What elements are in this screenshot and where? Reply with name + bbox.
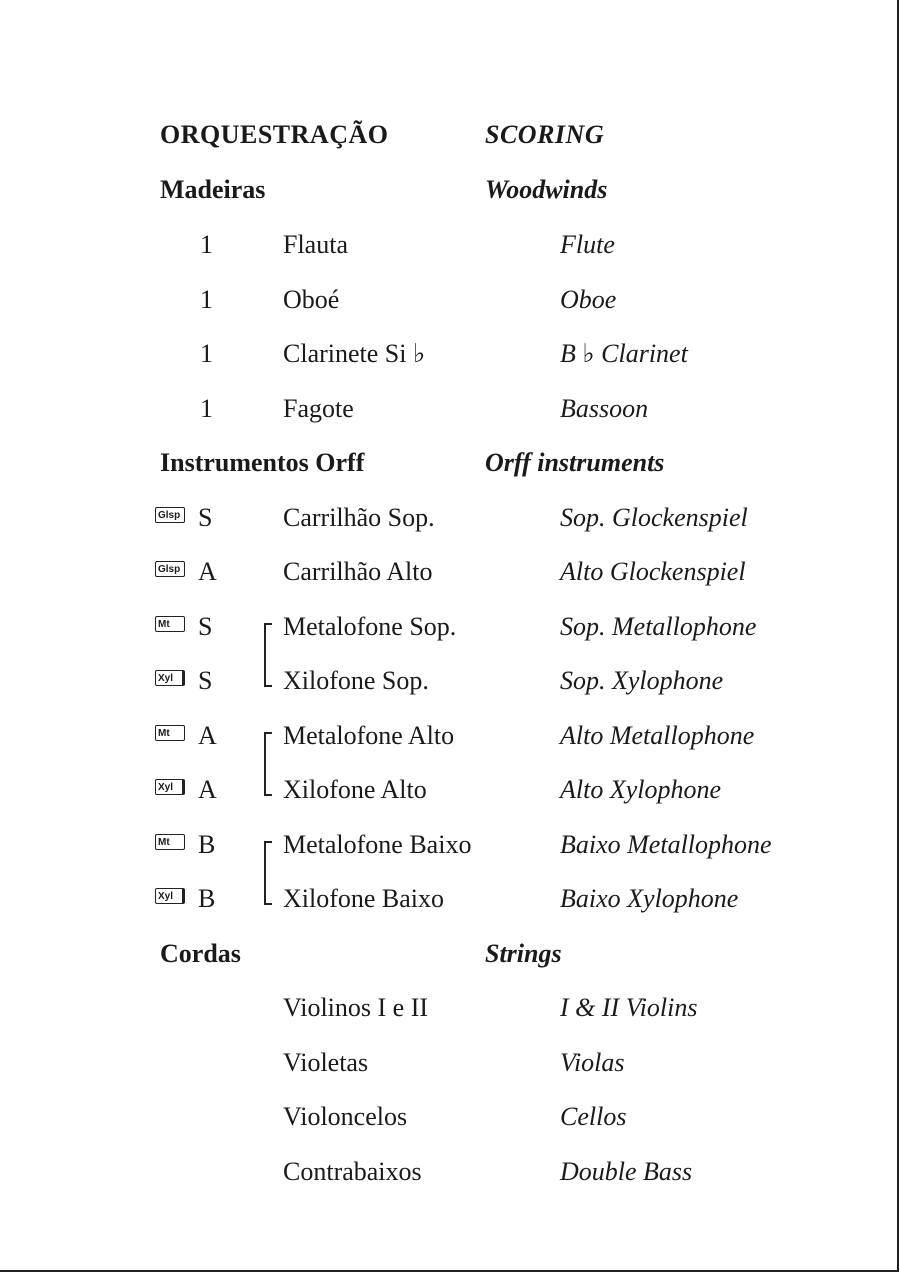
metallophone-icon: Mt bbox=[155, 616, 185, 632]
orff-en: Alto Metallophone bbox=[560, 721, 755, 750]
orff-pt: Carrilhão Sop. bbox=[283, 503, 435, 532]
woodwind-en: Bassoon bbox=[560, 394, 649, 423]
woodwind-pt: Oboé bbox=[283, 285, 340, 314]
string-pt: Violetas bbox=[283, 1048, 369, 1077]
metallophone-icon: Mt bbox=[155, 725, 185, 741]
orff-voice: S bbox=[198, 612, 213, 641]
woodwind-qty: 1 bbox=[200, 394, 213, 423]
section-orff-en: Orff instruments bbox=[485, 448, 665, 477]
woodwind-en: Flute bbox=[560, 230, 615, 259]
orff-pt: Metalofone Alto bbox=[283, 721, 455, 750]
orff-en: Baixo Metallophone bbox=[560, 830, 772, 859]
string-pt: Violinos I e II bbox=[283, 993, 429, 1022]
orff-pt: Metalofone Baixo bbox=[283, 830, 472, 859]
xylophone-icon: Xyl bbox=[155, 779, 185, 795]
group-bracket bbox=[264, 623, 272, 687]
section-strings-en: Strings bbox=[485, 939, 562, 968]
orff-en: Sop. Xylophone bbox=[560, 666, 724, 695]
string-en: Double Bass bbox=[560, 1157, 693, 1186]
woodwind-pt: Clarinete Si ♭ bbox=[283, 339, 426, 368]
section-strings-pt: Cordas bbox=[160, 939, 241, 968]
woodwind-en: B ♭ Clarinet bbox=[560, 339, 688, 368]
title-en: SCORING bbox=[485, 120, 605, 149]
section-orff-pt: Instrumentos Orff bbox=[160, 448, 365, 477]
orff-pt: Xilofone Alto bbox=[283, 775, 427, 804]
woodwind-qty: 1 bbox=[200, 285, 213, 314]
woodwind-qty: 1 bbox=[200, 230, 213, 259]
string-pt: Contrabaixos bbox=[283, 1157, 422, 1186]
glockenspiel-icon: Glsp bbox=[155, 561, 185, 577]
group-bracket bbox=[264, 841, 272, 905]
orff-en: Sop. Glockenspiel bbox=[560, 503, 748, 532]
orff-pt: Carrilhão Alto bbox=[283, 557, 433, 586]
glockenspiel-icon: Glsp bbox=[155, 507, 185, 523]
section-woodwinds-en: Woodwinds bbox=[485, 175, 608, 204]
orff-pt: Metalofone Sop. bbox=[283, 612, 457, 641]
woodwind-qty: 1 bbox=[200, 339, 213, 368]
xylophone-icon: Xyl bbox=[155, 888, 185, 904]
string-en: Cellos bbox=[560, 1102, 627, 1131]
orff-pt: Xilofone Baixo bbox=[283, 884, 445, 913]
orff-voice: B bbox=[198, 830, 216, 859]
orff-en: Alto Glockenspiel bbox=[560, 557, 746, 586]
orff-en: Sop. Metallophone bbox=[560, 612, 757, 641]
orff-en: Alto Xylophone bbox=[560, 775, 722, 804]
orff-voice: B bbox=[198, 884, 216, 913]
string-pt: Violoncelos bbox=[283, 1102, 408, 1131]
orff-voice: A bbox=[198, 775, 217, 804]
xylophone-icon: Xyl bbox=[155, 670, 185, 686]
section-woodwinds-pt: Madeiras bbox=[160, 175, 266, 204]
orff-pt: Xilofone Sop. bbox=[283, 666, 429, 695]
orff-voice: S bbox=[198, 666, 213, 695]
orff-en: Baixo Xylophone bbox=[560, 884, 739, 913]
group-bracket bbox=[264, 732, 272, 796]
orff-voice: A bbox=[198, 557, 217, 586]
metallophone-icon: Mt bbox=[155, 834, 185, 850]
string-en: I & II Violins bbox=[560, 993, 698, 1022]
woodwind-en: Oboe bbox=[560, 285, 617, 314]
woodwind-pt: Fagote bbox=[283, 394, 354, 423]
orff-voice: S bbox=[198, 503, 213, 532]
orff-voice: A bbox=[198, 721, 217, 750]
woodwind-pt: Flauta bbox=[283, 230, 348, 259]
title-pt: ORQUESTRAÇÃO bbox=[160, 120, 389, 149]
string-en: Violas bbox=[560, 1048, 625, 1077]
